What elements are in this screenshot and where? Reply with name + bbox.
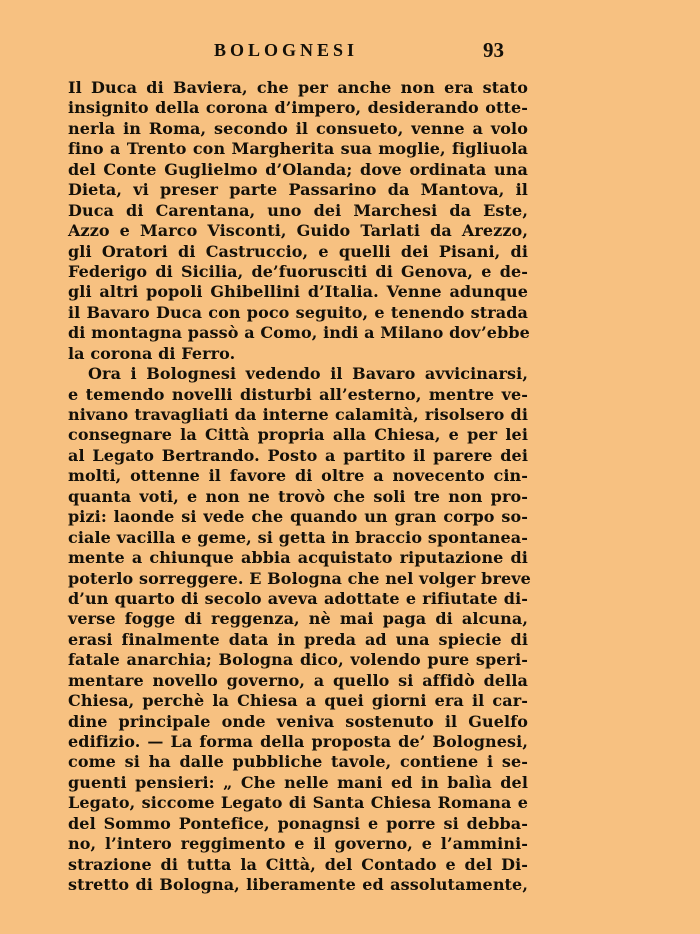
text-line: stretto di Bologna, liberamente ed assolutamente, <box>68 875 528 895</box>
text-line: di montagna passò a Como, indi a Milano dov’ebbe <box>68 323 530 343</box>
text-line: no, l’intero reggimento e il governo, e l’ammini- <box>68 834 528 854</box>
text-line: del Conte Guglielmo d’Olanda; dove ordinata una <box>68 159 528 179</box>
text-line: nivano travagliati da interne calamità, risolsero di <box>68 405 528 424</box>
text-line: Legato, siccome Legato di Santa Chiesa Romana e <box>68 793 528 813</box>
text-line: molti, ottenne il favore di oltre a novecento cin- <box>68 466 528 486</box>
text-line: nerla in Roma, secondo il consueto, venne a volo <box>68 118 528 138</box>
text-line: guenti pensieri: „ Che nelle mani ed in balìa del <box>68 772 528 792</box>
text-line: d’un quarto di secolo aveva adottate e rifiutate di- <box>68 588 528 608</box>
paragraph-first-line: Ora i Bolognesi vedendo il Bavaro avvicinarsi, <box>88 364 528 384</box>
text-line: edifizio. — La forma della proposta de’ Bolognesi, <box>68 732 528 751</box>
text-line: fatale anarchia; Bologna dico, volendo pure speri- <box>68 650 528 670</box>
body-text <box>68 78 531 896</box>
text-line: verse fogge di reggenza, nè mai paga di alcuna, <box>68 609 528 629</box>
text-line: Azzo e Marco Visconti, Guido Tarlati da Arezzo, <box>68 221 528 241</box>
paragraph-end-line: la corona di Ferro. <box>68 343 236 363</box>
text-line: quanta voti, e non ne trovò che soli tre non pro- <box>68 486 528 506</box>
text-line: consegnare la Città propria alla Chiesa, e per lei <box>68 425 528 445</box>
text-line: Federigo di Sicilia, de’fuorusciti di Genova, e de- <box>68 261 528 281</box>
running-title: BOLOGNESI <box>214 40 359 60</box>
text-line: mentare novello governo, a quello si affidò della <box>68 670 528 690</box>
text-line: dine principale onde veniva sostenuto il Guelfo <box>68 711 528 731</box>
text-line: fino a Trento con Margherita sua moglie, figliuola <box>68 139 528 159</box>
text-line: gli altri popoli Ghibellini d’Italia. Venne adunque <box>68 282 528 302</box>
text-line: erasi finalmente data in preda ad una spiecie di <box>68 629 528 649</box>
text-line: come si ha dalle pubbliche tavole, contiene i se- <box>68 752 528 772</box>
text-line: Duca di Carentana, uno dei Marchesi da Este, <box>68 200 528 220</box>
text-line: gli Oratori di Castruccio, e quelli dei Pisani, di <box>68 241 528 261</box>
text-line: il Bavaro Duca con poco seguito, e tenendo strada <box>68 302 528 322</box>
text-line: Chiesa, perchè la Chiesa a quei giorni era il car- <box>68 691 528 711</box>
text-line: poterlo sorreggere. E Bologna che nel volger breve <box>68 568 531 588</box>
text-line: ciale vacilla e geme, si getta in braccio spontanea- <box>68 527 528 547</box>
text-line: Dieta, vi preser parte Passarino da Mantova, il <box>68 180 528 200</box>
page-number: 93 <box>483 38 504 62</box>
text-line: insignito della corona d’impero, desiderando otte- <box>68 98 528 118</box>
text-line: pizi: laonde si vede che quando un gran corpo so- <box>68 507 528 527</box>
text-line: Il Duca di Baviera, che per anche non era stato <box>68 78 528 97</box>
text-line: al Legato Bertrando. Posto a partito il parere dei <box>68 445 528 465</box>
text-line: strazione di tutta la Città, del Contado e del Di- <box>68 854 528 874</box>
text-line: mente a chiunque abbia acquistato riputazione di <box>68 548 528 568</box>
text-line: e temendo novelli disturbi all’esterno, mentre ve- <box>68 384 528 404</box>
text-line: del Sommo Pontefice, ponagnsi e porre si debba- <box>68 813 528 833</box>
running-head <box>0 40 700 66</box>
